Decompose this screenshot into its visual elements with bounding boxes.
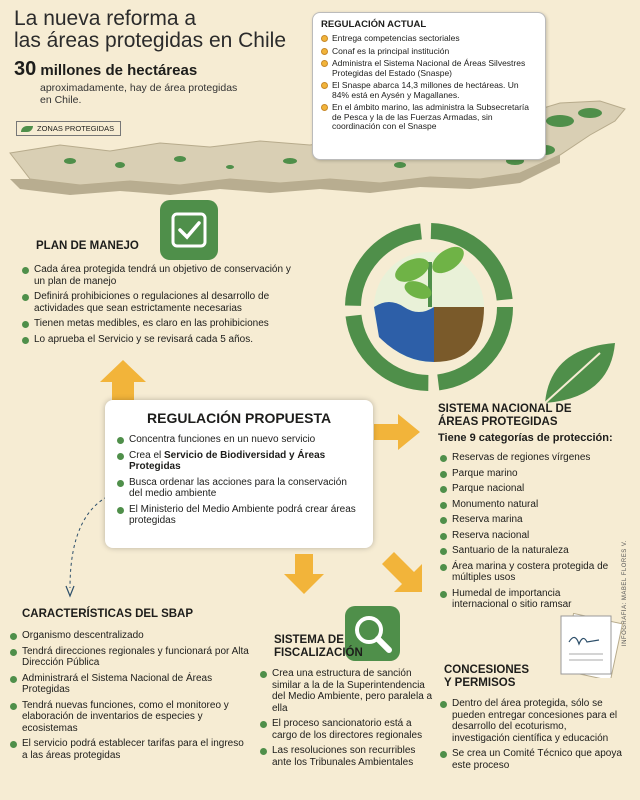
bullet-icon [440, 517, 447, 524]
arrow-right-icon [372, 412, 422, 452]
list-item: Parque nacional [440, 483, 612, 495]
bullet-icon [260, 748, 267, 755]
list-item: Lo aprueba el Servicio y se revisará cada 5 años. [22, 334, 292, 346]
list-item: El servicio podrá establecer tarifas para el ingreso a las áreas protegidas [10, 738, 250, 761]
bullet-icon [10, 633, 17, 640]
bullet-icon [440, 455, 447, 462]
bullet-icon [117, 453, 124, 460]
arrow-diagonal-icon [378, 548, 424, 594]
bullet-icon [10, 676, 17, 683]
plan-manejo-title: PLAN DE MANEJO [36, 240, 139, 252]
list-item: El Ministerio del Medio Ambiente podrá crear áreas protegidas [117, 504, 361, 527]
list-item: Cada área protegida tendrá un objetivo de conservación y un plan de manejo [22, 264, 292, 287]
bullet-icon [117, 507, 124, 514]
list-item: Humedal de importancia internacional o sitio ramsar [440, 588, 612, 611]
list-item: Las resoluciones son recurribles ante los Tribunales Ambientales [260, 745, 435, 768]
plan-manejo-list [22, 264, 292, 349]
checklist-icon [160, 200, 218, 260]
list-item: Crea una estructura de sanción similar a la de la Superintendencia del Medio Ambiente, pero paralela a ella [260, 668, 435, 714]
regulacion-propuesta-box [105, 400, 373, 548]
regulacion-propuesta-title: REGULACIÓN PROPUESTA [147, 410, 332, 426]
bullet-icon [440, 502, 447, 509]
fiscalizacion-title: SISTEMA DE FISCALIZACIÓN [274, 634, 363, 659]
bullet-icon [260, 671, 267, 678]
list-item: Concentra funciones en un nuevo servicio [117, 434, 361, 446]
list-item: En el ámbito marino, las administra la Subsecretaría de Pesca y la de las Fuerzas Armadas, sin coordinación con el Snaspe [321, 103, 537, 132]
bullet-icon [22, 337, 29, 344]
arrow-up-icon [98, 358, 148, 402]
ecology-cycle-icon [334, 212, 524, 402]
concesiones-list [440, 698, 626, 775]
list-item: Parque marino [440, 468, 612, 480]
list-item: Dentro del área protegida, sólo se pueden entregar concesiones para el desarrollo del ecoturismo, investigación científica y educación [440, 698, 626, 744]
bullet-icon [117, 480, 124, 487]
list-item: Reserva nacional [440, 530, 612, 542]
regulacion-actual-title: REGULACIÓN ACTUAL [321, 19, 427, 30]
sistema-nacional-subtitle: Tiene 9 categorías de protección: [438, 432, 613, 444]
bullet-icon [440, 548, 447, 555]
bullet-icon [440, 591, 447, 598]
page-title: La nueva reforma a las áreas protegidas en Chile [14, 7, 286, 52]
bullet-icon [117, 437, 124, 444]
list-item: El Snaspe abarca 14,3 millones de hectáreas. Un 84% está en Aysén y Magallanes. [321, 81, 537, 100]
list-item: Tendrá direcciones regionales y funcionará por Alta Dirección Pública [10, 646, 250, 669]
bullet-icon [321, 60, 328, 67]
concesiones-title: CONCESIONES Y PERMISOS [444, 664, 529, 689]
bullet-icon [440, 701, 447, 708]
headline-figure: 30 millones de hectáreas [14, 58, 198, 80]
regulacion-actual-box [312, 12, 546, 160]
bullet-icon [321, 35, 328, 42]
categorias-list [440, 452, 612, 615]
list-item: Crea el Servicio de Biodiversidad y Áreas Protegidas [117, 450, 361, 473]
caracteristicas-title: CARACTERÍSTICAS DEL SBAP [22, 608, 194, 620]
list-item: Santuario de la naturaleza [440, 545, 612, 557]
bullet-icon [321, 48, 328, 55]
list-item: Área marina y costera protegida de múltiples usos [440, 561, 612, 584]
list-item: El proceso sancionatorio está a cargo de los directores regionales [260, 718, 435, 741]
list-item: Conaf es la principal institución [321, 47, 537, 57]
list-item: Administra el Sistema Nacional de Áreas Silvestres Protegidas del Estado (Snaspe) [321, 59, 537, 78]
leaf-icon [540, 338, 620, 408]
bullet-icon [440, 751, 447, 758]
list-item: Tienen metas medibles, es claro en las prohibiciones [22, 318, 292, 330]
bullet-icon [22, 294, 29, 301]
bullet-icon [440, 564, 447, 571]
bullet-icon [321, 82, 328, 89]
list-item: Monumento natural [440, 499, 612, 511]
map-legend: ZONAS PROTEGIDAS [16, 121, 121, 136]
bullet-icon [10, 703, 17, 710]
list-item: Tendrá nuevas funciones, como el monitoreo y elaboración de inventarios de especies y ecosistemas [10, 700, 250, 735]
list-item: Administrará el Sistema Nacional de Áreas Protegidas [10, 673, 250, 696]
list-item: Organismo descentralizado [10, 630, 250, 642]
bullet-icon [22, 267, 29, 274]
list-item: Definirá prohibiciones o regulaciones al desarrollo de actividades que sean estrictamente necesarias [22, 291, 292, 314]
bullet-icon [260, 721, 267, 728]
arrow-down-icon [282, 552, 326, 596]
sistema-nacional-title: SISTEMA NACIONAL DE ÁREAS PROTEGIDAS [438, 403, 572, 428]
bullet-icon [321, 104, 328, 111]
list-item: Entrega competencias sectoriales [321, 34, 537, 44]
list-item: Reservas de regiones vírgenes [440, 452, 612, 464]
bullet-icon [440, 486, 447, 493]
bullet-icon [10, 741, 17, 748]
document-signature-icon [555, 612, 625, 678]
list-item: Busca ordenar las acciones para la conservación del medio ambiente [117, 477, 361, 500]
bullet-icon [10, 649, 17, 656]
bullet-icon [22, 321, 29, 328]
fiscalizacion-list [260, 668, 435, 772]
list-item: Se crea un Comité Técnico que apoya este proceso [440, 748, 626, 771]
headline-subtitle: aproximadamente, hay de área protegidas en Chile. [40, 82, 238, 106]
caracteristicas-list [10, 630, 250, 765]
credit-text: INFOGRAFÍA: MABEL FLORES V. [622, 540, 628, 647]
bullet-icon [440, 533, 447, 540]
bullet-icon [440, 471, 447, 478]
list-item: Reserva marina [440, 514, 612, 526]
